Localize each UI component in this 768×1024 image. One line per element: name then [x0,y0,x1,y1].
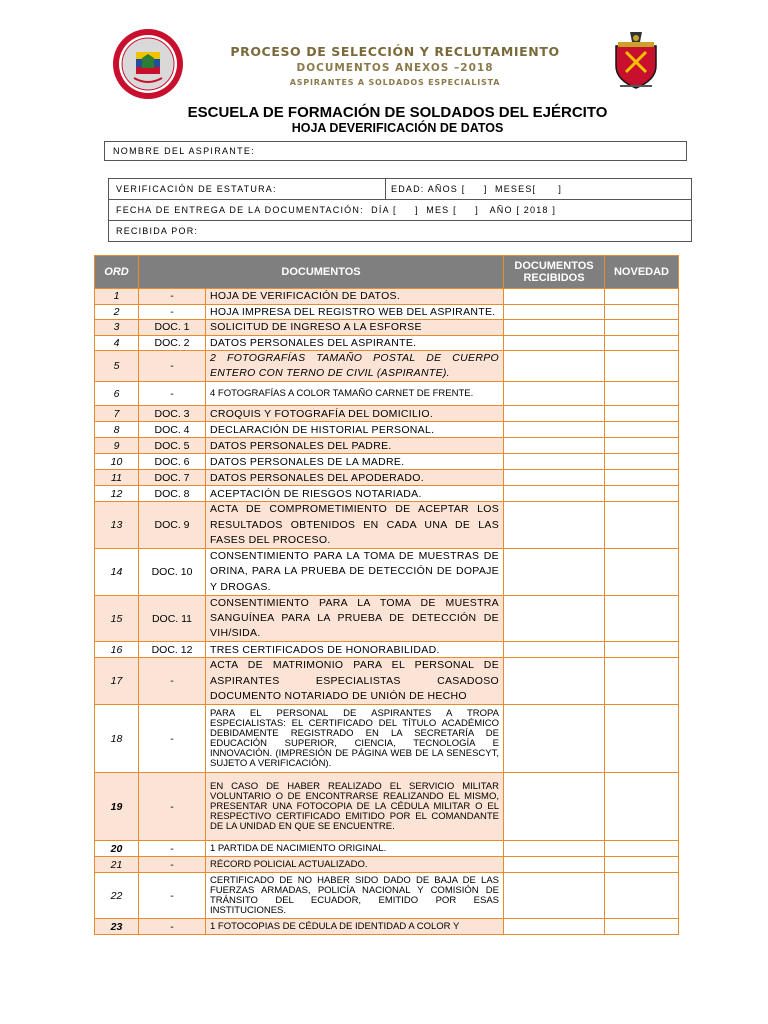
novedad-cell[interactable] [605,857,679,873]
row-ord: 5 [95,351,139,382]
table-row [95,336,679,351]
height-field[interactable]: VERIFICACIÓN DE ESTATURA: [116,184,277,194]
novedad-cell[interactable] [605,320,679,336]
received-cell[interactable] [504,658,605,705]
row-ord: 14 [95,549,139,596]
row-ord: 10 [95,454,139,470]
row-ord: 23 [95,919,139,935]
table-row [95,595,679,642]
row-desc: CERTIFICADO DE NO HABER SIDO DADO DE BAJA DE LAS FUERZAS ARMADAS, POLICÍA NACIONAL Y COMISIÓN DE TRÁNSITO DEL ECUADOR, EMITIDO POR ESAS INSTITUCIONES. [206,873,504,919]
received-cell[interactable] [504,919,605,935]
row-doc: DOC. 7 [139,470,206,486]
received-cell[interactable] [504,422,605,438]
novedad-cell[interactable] [605,919,679,935]
received-cell[interactable] [504,305,605,320]
row-doc: - [139,919,206,935]
row-doc: - [139,289,206,305]
novedad-cell[interactable] [605,351,679,382]
row-ord: 9 [95,438,139,454]
table-row [95,841,679,857]
row-desc: ACTA DE MATRIMONIO PARA EL PERSONAL DE ASPIRANTES ESPECIALISTAS CASADOSO DOCUMENTO NOTARIADO DE UNIÓN DE HECHO [206,658,504,705]
received-cell[interactable] [504,549,605,596]
row-doc: - [139,705,206,773]
row-doc: DOC. 4 [139,422,206,438]
row-ord: 12 [95,486,139,502]
height-age-row [109,179,691,200]
novedad-cell[interactable] [605,595,679,642]
received-cell[interactable] [504,438,605,454]
row-desc: CROQUIS Y FOTOGRAFÍA DEL DOMICILIO. [206,406,504,422]
novedad-cell[interactable] [605,382,679,406]
row-ord: 16 [95,642,139,658]
row-desc: DATOS PERSONALES DEL ASPIRANTE. [206,336,504,351]
row-desc: 1 PARTIDA DE NACIMIENTO ORIGINAL. [206,841,504,857]
received-cell[interactable] [504,289,605,305]
row-ord: 18 [95,705,139,773]
row-doc: DOC. 3 [139,406,206,422]
table-row [95,502,679,549]
received-by-field[interactable]: RECIBIDA POR: [116,226,199,236]
row-ord: 11 [95,470,139,486]
table-row [95,658,679,705]
row-desc: 1 FOTOCOPIAS DE CÉDULA DE IDENTIDAD A COLOR Y [206,919,504,935]
col-header-documents: DOCUMENTOS [139,256,504,289]
row-ord: 13 [95,502,139,549]
row-ord: 1 [95,289,139,305]
received-by-row [109,221,691,242]
novedad-cell[interactable] [605,502,679,549]
row-ord: 6 [95,382,139,406]
received-cell[interactable] [504,873,605,919]
novedad-cell[interactable] [605,841,679,857]
annex-title: DOCUMENTOS ANEXOS –2018 [296,62,494,74]
novedad-cell[interactable] [605,773,679,841]
row-doc: DOC. 10 [139,549,206,596]
row-desc: TRES CERTIFICADOS DE HONORABILIDAD. [206,642,504,658]
row-desc: 2 FOTOGRAFÍAS TAMAÑO POSTAL DE CUERPO ENTERO CON TERNO DE CIVIL (ASPIRANTE). [206,351,504,382]
row-doc: DOC. 6 [139,454,206,470]
received-cell[interactable] [504,705,605,773]
row-desc: HOJA DE VERIFICACIÓN DE DATOS. [206,289,504,305]
row-doc: - [139,382,206,406]
row-desc: ACTA DE COMPROMETIMIENTO DE ACEPTAR LOS RESULTADOS OBTENIDOS EN CADA UNA DE LAS FASES DEL PROCESO. [206,502,504,549]
table-row [95,642,679,658]
col-header-novedad: NOVEDAD [605,256,679,289]
table-row [95,919,679,935]
row-doc: DOC. 1 [139,320,206,336]
table-row [95,382,679,406]
row-ord: 17 [95,658,139,705]
row-desc: PARA EL PERSONAL DE ASPIRANTES A TROPA ESPECIALISTAS: EL CERTIFICADO DEL TÍTULO ACADÉMICO DEBIDAMENTE REGISTRADO EN LA SECRETARÍA DE EDUCACIÓN SUPERIOR, CIENCIA, TECNOLOGÍA E INNOVACIÓN. (IMPRESIÓN DE PÁGINA WEB DE LA SENESCYT, SUJETO A VERIFICACIÓN). [206,705,504,773]
table-row [95,873,679,919]
row-desc: DATOS PERSONALES DEL PADRE. [206,438,504,454]
row-doc: DOC. 8 [139,486,206,502]
delivery-date-field[interactable]: FECHA DE ENTREGA DE LA DOCUMENTACIÓN: DÍA [ ] MES [ ] AÑO [ 2018 ] [116,205,557,215]
row-desc: SOLICITUD DE INGRESO A LA ESFORSE [206,320,504,336]
row-desc: HOJA IMPRESA DEL REGISTRO WEB DEL ASPIRANTE. [206,305,504,320]
novedad-cell[interactable] [605,336,679,351]
novedad-cell[interactable] [605,642,679,658]
received-cell[interactable] [504,320,605,336]
army-shield-logo [612,28,660,92]
table-row [95,470,679,486]
novedad-cell[interactable] [605,549,679,596]
delivery-date-row [109,200,691,221]
col-header-ord: ORD [95,256,139,289]
table-row [95,422,679,438]
received-cell[interactable] [504,351,605,382]
row-ord: 7 [95,406,139,422]
novedad-cell[interactable] [605,873,679,919]
table-row [95,705,679,773]
table-row [95,454,679,470]
row-desc: DATOS PERSONALES DE LA MADRE. [206,454,504,470]
novedad-cell[interactable] [605,406,679,422]
table-row [95,857,679,873]
row-doc: DOC. 12 [139,642,206,658]
row-desc: EN CASO DE HABER REALIZADO EL SERVICIO MILITAR VOLUNTARIO O DE ENCONTRARSE REALIZANDO EL MISMO, PRESENTAR UNA FOTOCOPIA DE LA CÉDULA MILITAR O EL RESPECTIVO CERTIFICADO EMITIDO POR EL COMANDANTE DE LA UNIDAD EN QUE SE ENCUENTRE. [206,773,504,841]
received-cell[interactable] [504,773,605,841]
received-cell[interactable] [504,502,605,549]
process-title: PROCESO DE SELECCIÓN Y RECLUTAMIENTO [230,44,560,59]
novedad-cell[interactable] [605,422,679,438]
row-doc: DOC. 5 [139,438,206,454]
age-field[interactable]: EDAD: AÑOS [ ] MESES[ ] [391,184,563,194]
row-desc: ACEPTACIÓN DE RIESGOS NOTARIADA. [206,486,504,502]
received-cell[interactable] [504,454,605,470]
table-row [95,773,679,841]
school-title: ESCUELA DE FORMACIÓN DE SOLDADOS DEL EJÉRCITO [187,104,608,121]
table-header-row [95,256,679,289]
row-doc: DOC. 9 [139,502,206,549]
applicant-name-field[interactable]: NOMBRE DEL ASPIRANTE: [104,141,687,161]
novedad-cell[interactable] [605,658,679,705]
table-row [95,438,679,454]
row-desc: CONSENTIMIENTO PARA LA TOMA DE MUESTRA SANGUÍNEA PARA LA PRUEBA DE DETECCIÓN DE VIH/SIDA. [206,595,504,642]
received-cell[interactable] [504,857,605,873]
received-cell[interactable] [504,470,605,486]
row-doc: - [139,305,206,320]
row-doc: - [139,773,206,841]
row-doc: - [139,351,206,382]
row-doc: DOC. 2 [139,336,206,351]
row-doc: - [139,841,206,857]
row-ord: 20 [95,841,139,857]
row-doc: - [139,873,206,919]
table-row [95,320,679,336]
row-doc: - [139,658,206,705]
sheet-title: HOJA DEVERIFICACIÓN DE DATOS [291,121,504,135]
novedad-cell[interactable] [605,305,679,320]
received-cell[interactable] [504,595,605,642]
received-cell[interactable] [504,382,605,406]
table-row [95,351,679,382]
novedad-cell[interactable] [605,470,679,486]
table-row [95,549,679,596]
row-doc: - [139,857,206,873]
table-row [95,305,679,320]
col-header-received: DOCUMENTOS RECIBIDOS [504,256,605,289]
row-desc: RÉCORD POLICIAL ACTUALIZADO. [206,857,504,873]
received-cell[interactable] [504,336,605,351]
novedad-cell[interactable] [605,289,679,305]
novedad-cell[interactable] [605,454,679,470]
documents-table [94,255,679,935]
novedad-cell[interactable] [605,486,679,502]
table-row [95,486,679,502]
candidates-subtitle: ASPIRANTES A SOLDADOS ESPECIALISTA [289,78,501,87]
row-desc: DATOS PERSONALES DEL APODERADO. [206,470,504,486]
row-ord: 15 [95,595,139,642]
novedad-cell[interactable] [605,705,679,773]
row-desc: CONSENTIMIENTO PARA LA TOMA DE MUESTRAS DE ORINA, PARA LA PRUEBA DE DETECCIÓN DE DOPAJE Y DROGAS. [206,549,504,596]
row-ord: 2 [95,305,139,320]
table-row [95,289,679,305]
received-cell[interactable] [504,642,605,658]
row-ord: 4 [95,336,139,351]
esforse-seal-logo [112,28,184,100]
row-doc: DOC. 11 [139,595,206,642]
row-ord: 22 [95,873,139,919]
received-cell[interactable] [504,486,605,502]
row-ord: 3 [95,320,139,336]
row-ord: 19 [95,773,139,841]
row-ord: 21 [95,857,139,873]
received-cell[interactable] [504,406,605,422]
row-ord: 8 [95,422,139,438]
row-desc: DECLARACIÓN DE HISTORIAL PERSONAL. [206,422,504,438]
verification-box [108,178,692,242]
novedad-cell[interactable] [605,438,679,454]
row-desc: 4 FOTOGRAFÍAS A COLOR TAMAÑO CARNET DE FRENTE. [206,382,504,406]
table-row [95,406,679,422]
received-cell[interactable] [504,841,605,857]
